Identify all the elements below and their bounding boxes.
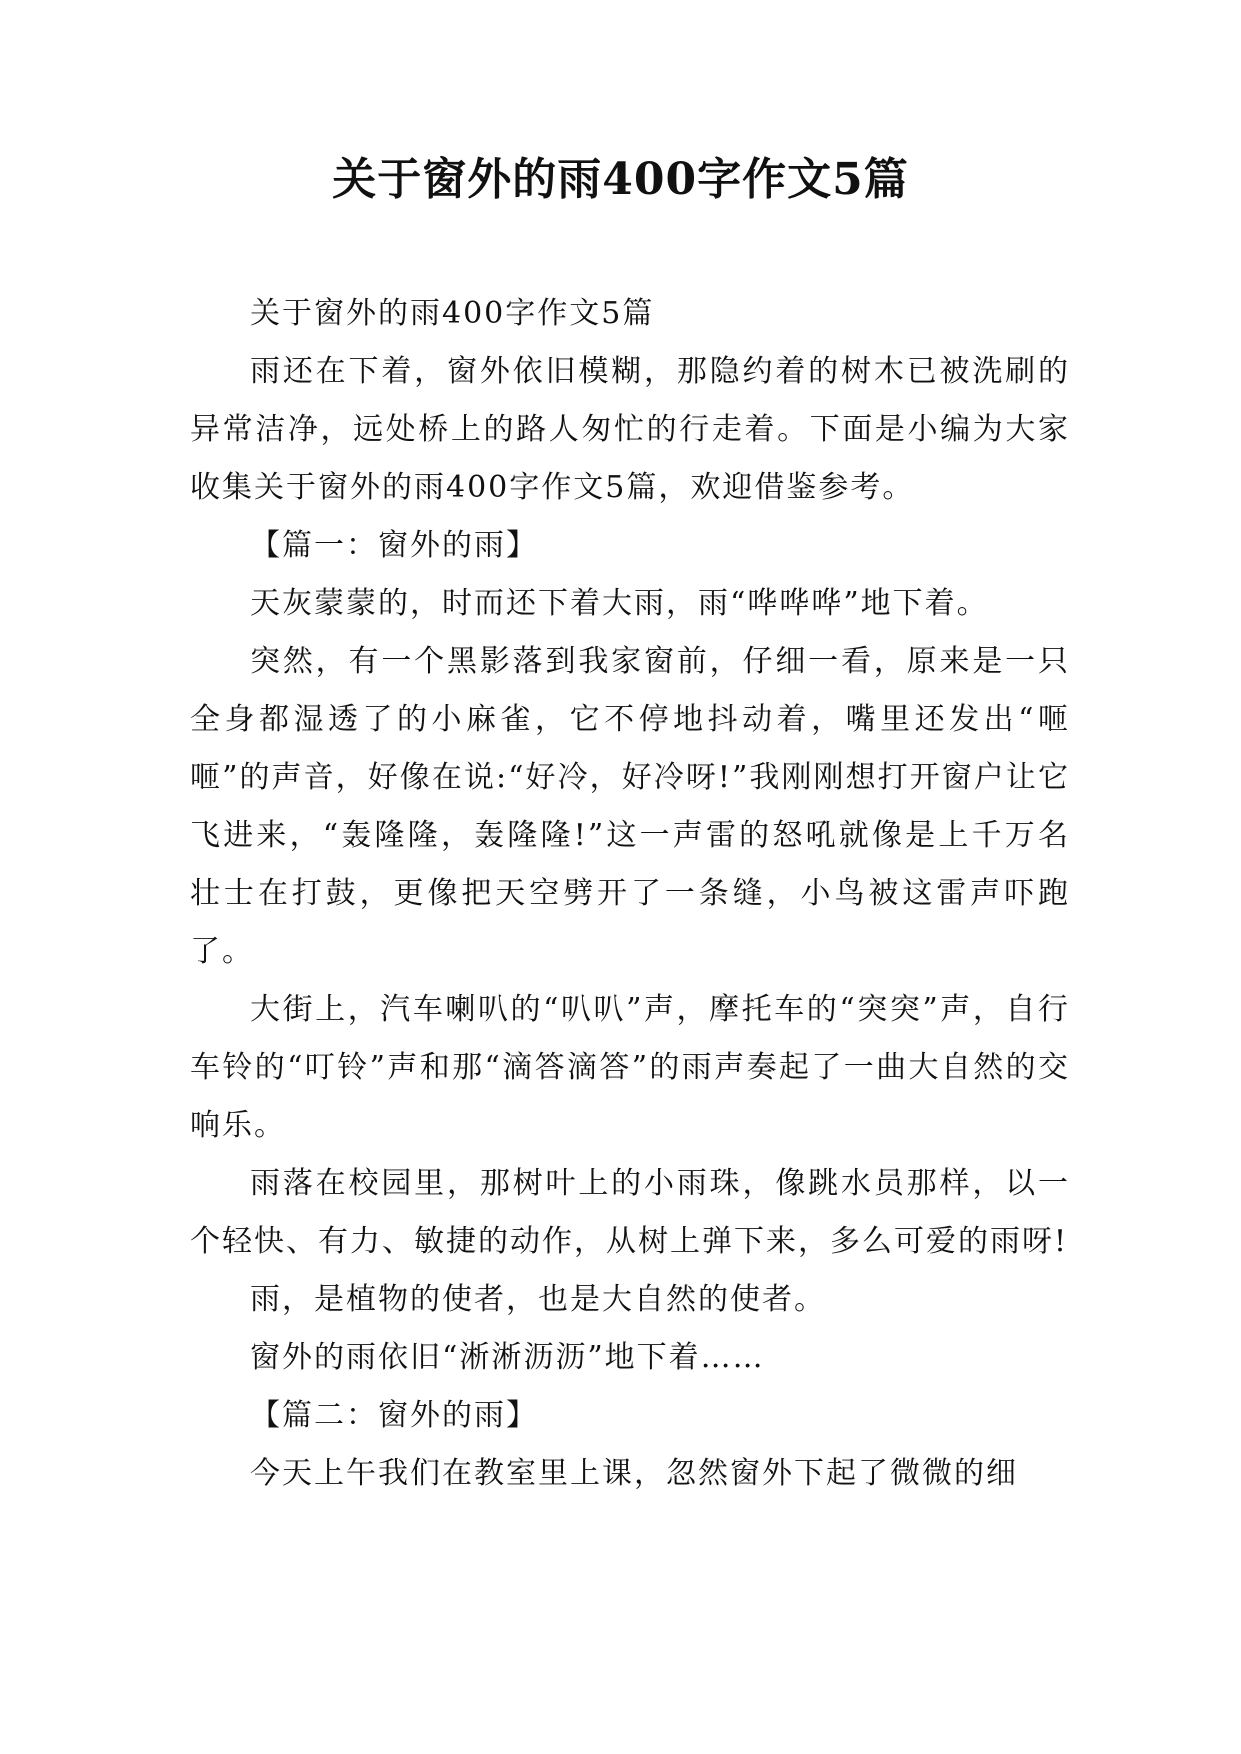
- paragraph: 大街上，汽车喇叭的“叭叭”声，摩托车的“突突”声，自行车铃的“叮铃”声和那“滴答滴答”的雨声奏起了一曲大自然的交响乐。: [190, 992, 1070, 1143]
- document-title: 关于窗外的雨400字作文5篇: [332, 154, 909, 205]
- paragraph: 天灰蒙蒙的，时而还下着大雨，雨“哗哗哗”地下着。: [250, 586, 989, 621]
- section-heading-1: 【篇一：窗外的雨】: [250, 528, 538, 563]
- paragraph: 今天上午我们在教室里上课，忽然窗外下起了微微的细: [250, 1456, 1018, 1491]
- document-body: [190, 285, 1070, 1503]
- section-heading-2: 【篇二：窗外的雨】: [250, 1398, 538, 1433]
- paragraph: 雨落在校园里，那树叶上的小雨珠，像跳水员那样，以一个轻快、有力、敏捷的动作，从树上弹下来，多么可爱的雨呀!: [190, 1166, 1070, 1259]
- paragraph: 雨，是植物的使者，也是大自然的使者。: [250, 1282, 826, 1317]
- paragraph: 窗外的雨依旧“淅淅沥沥”地下着……: [250, 1340, 765, 1375]
- intro-subtitle: 关于窗外的雨400字作文5篇: [250, 296, 655, 331]
- paragraph: 突然，有一个黑影落到我家窗前，仔细一看，原来是一只全身都湿透了的小麻雀，它不停地抖动着，嘴里还发出“咂咂”的声音，好像在说:“好冷，好冷呀!”我刚刚想打开窗户让它飞进来，“轰隆隆，轰隆隆!”这一声雷的怒吼就像是上千万名壮士在打鼓，更像把天空劈开了一条缝，小鸟被这雷声吓跑了。: [190, 644, 1070, 969]
- intro-paragraph: 雨还在下着，窗外依旧模糊，那隐约着的树木已被洗刷的异常洁净，远处桥上的路人匆忙的行走着。下面是小编为大家收集关于窗外的雨400字作文5篇，欢迎借鉴参考。: [190, 354, 1070, 505]
